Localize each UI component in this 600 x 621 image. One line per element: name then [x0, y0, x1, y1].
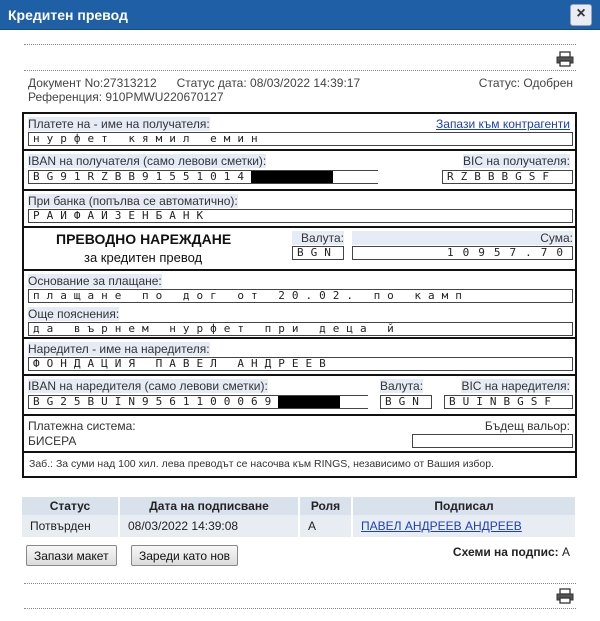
bank-section: [24, 191, 575, 228]
document-number: Документ No:27313212: [28, 76, 157, 90]
table-row: [22, 515, 576, 537]
note-section: [24, 453, 575, 476]
payer-section: [24, 339, 575, 376]
reason-field[interactable]: плащане по дог от 20.02. по камп: [28, 289, 573, 303]
payee-bic-label: BIC на получателя:: [462, 154, 570, 168]
window-titlebar: [0, 0, 600, 30]
more-info-label: Още пояснения:: [28, 307, 120, 321]
currency-field[interactable]: BGN: [292, 246, 344, 260]
row-date: 08/03/2022 14:39:08: [119, 515, 299, 537]
payee-iban-value: BG91RZBB91551014: [33, 170, 251, 183]
row-status: Потвърден: [22, 515, 119, 537]
payee-bic-field[interactable]: RZBBBGSF: [442, 170, 573, 184]
payee-section: [24, 114, 575, 151]
close-button[interactable]: ×: [570, 4, 592, 26]
payer-label: Наредител - име на наредителя:: [28, 342, 210, 356]
row-role: A: [299, 515, 352, 537]
payment-system-value: БИСЕРА: [28, 434, 77, 448]
payer-bic-label: BIC на наредителя:: [461, 379, 570, 393]
payer-iban-value: BG25BUIN9561100069: [33, 395, 279, 408]
payee-iban-label: IBAN на получателя (само левови сметки):: [28, 154, 267, 168]
print-icon[interactable]: [556, 588, 574, 604]
bank-field: РАЙФАЙЗЕНБАНК: [28, 209, 573, 223]
signature-schemes: [453, 545, 570, 559]
redacted-block: [251, 170, 333, 184]
rings-note: Заб.: За суми над 100 хил. лева преводът се насочва към RINGS, независимо от Вашия избор.: [29, 458, 494, 470]
order-section: [24, 228, 575, 271]
divider: [24, 70, 576, 71]
load-as-new-button[interactable]: Зареди като нов: [131, 545, 238, 566]
redacted-block: [278, 395, 340, 409]
save-template-button[interactable]: Запази макет: [26, 545, 117, 566]
payer-currency-field: BGN: [380, 395, 432, 409]
window-title: Кредитен превод: [8, 7, 128, 23]
print-icon[interactable]: [556, 51, 574, 67]
reason-label: Основание за плащане:: [28, 274, 162, 288]
signatures-header-row: [22, 497, 576, 515]
amount-label: Сума:: [352, 231, 573, 245]
payment-system-section: [24, 416, 575, 453]
column-header-signer: Подписал: [352, 497, 576, 515]
future-value-date-field[interactable]: [412, 434, 573, 448]
signature-schemes-value: A: [561, 545, 570, 559]
save-to-contragents-link[interactable]: Запази към контрагенти: [436, 117, 570, 131]
column-header-date: Дата на подписване: [119, 497, 299, 515]
document-reference: Референция: 910PMWU220670127: [28, 90, 224, 104]
payee-iban-field[interactable]: [28, 170, 378, 184]
reason-section: [24, 271, 575, 339]
document-status: Статус: Одобрен: [478, 76, 573, 90]
column-header-role: Роля: [299, 497, 352, 515]
payer-currency-label: Валута:: [380, 379, 424, 393]
currency-label: Валута:: [292, 231, 344, 245]
payer-iban-field: [28, 395, 368, 409]
status-date: Статус дата: 08/03/2022 14:39:17: [176, 76, 361, 90]
more-info-field[interactable]: да върнем нурфет при деца й: [28, 322, 573, 336]
payer-bic-field: BUINBGSF: [444, 395, 573, 409]
signatures-table: [22, 497, 577, 537]
payer-name-field: ФОНДАЦИЯ ПАВЕЛ АНДРЕЕВ: [28, 357, 573, 371]
document-info: [28, 76, 573, 104]
future-value-date-label: Бъдещ вальор:: [484, 419, 570, 433]
payment-form: [22, 112, 577, 478]
signature-schemes-label: Схеми на подпис:: [452, 545, 559, 559]
divider: [24, 44, 576, 45]
order-title: ПРЕВОДНО НАРЕЖДАНЕ: [56, 231, 232, 247]
payee-label: Платете на - име на получателя:: [28, 117, 210, 131]
payee-name-field[interactable]: нурфет кямил емин: [28, 132, 573, 146]
payment-system-label: Платежна система:: [28, 419, 136, 433]
payee-iban-section: [24, 151, 575, 191]
divider: [24, 583, 576, 584]
payer-iban-section: [24, 376, 575, 416]
order-subtitle: за кредитен превод: [84, 250, 203, 265]
divider: [24, 608, 576, 609]
signer-link[interactable]: ПАВЕЛ АНДРЕЕВ АНДРЕЕВ: [361, 519, 522, 533]
column-header-status: Статус: [22, 497, 119, 515]
payer-iban-label: IBAN на наредителя (само левови сметки):: [28, 379, 268, 393]
bank-label: При банка (попълва се автоматично):: [28, 194, 238, 208]
amount-field[interactable]: 10957.70: [352, 246, 573, 260]
